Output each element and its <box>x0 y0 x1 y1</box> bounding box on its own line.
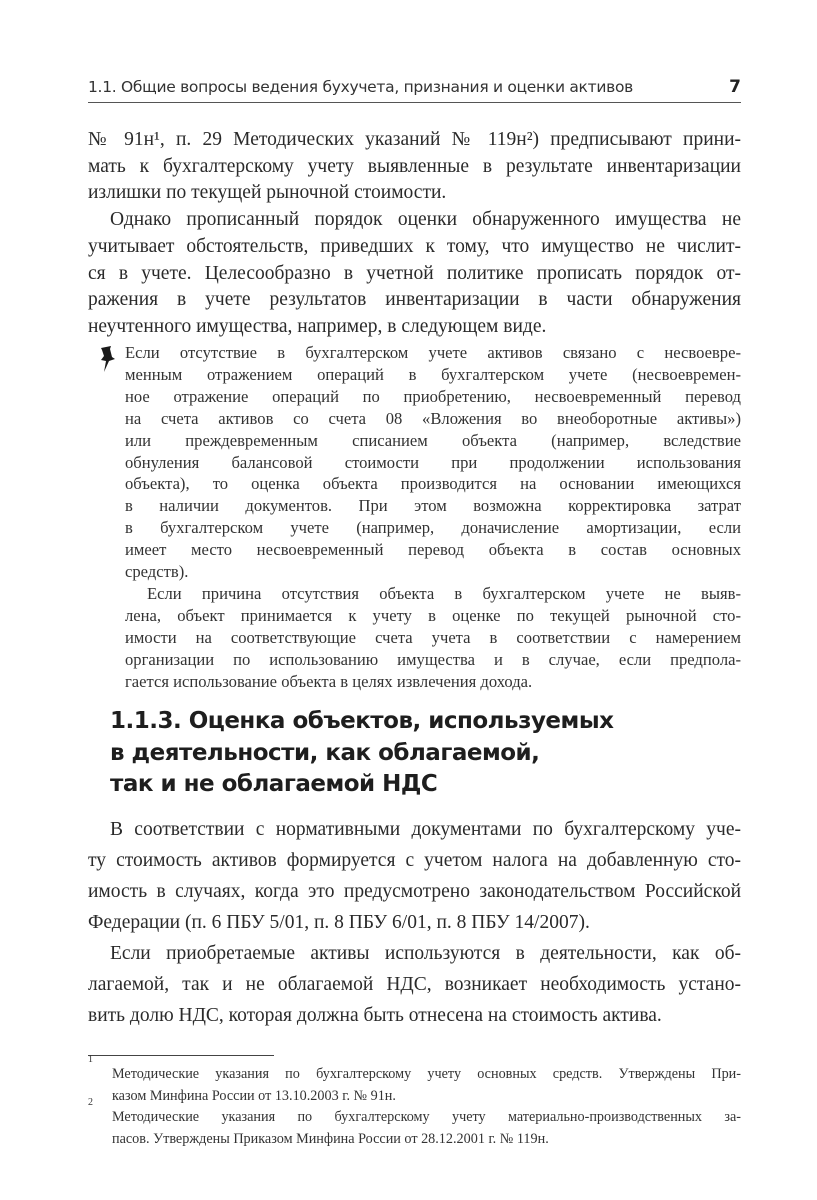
text-line: Методические указания по бухгалтерскому учету основных средств. Утверждены При- <box>112 1066 741 1082</box>
page-number: 7 <box>729 77 741 97</box>
footnote-1: 1 Методические указания по бухгалтерскому учету основных средств. Утверждены При- казом Минфина России от 13.10.2003 г. № 91н. <box>88 1064 741 1107</box>
text-line: имеет место несвоевременный перевод объекта в состав основных <box>125 540 741 560</box>
text-line: лагаемой, так и не облагаемой НДС, возникает необходимость устано- <box>88 974 741 995</box>
text-line: Федерации (п. 6 ПБУ 5/01, п. 8 ПБУ 6/01, п. 8 ПБУ 14/2007). <box>88 912 590 933</box>
text-line: ся в учете. Целесообразно в учетной политике прописать порядок от- <box>88 262 741 284</box>
text-line: казом Минфина России от 13.10.2003 г. № 91н. <box>112 1087 396 1104</box>
text-line: менным отражением операций в бухгалтерском учете (несвоевремен- <box>125 364 741 384</box>
text-line: ражения в учете результатов инвентаризации в части обнаружения <box>88 289 741 311</box>
text-line: организации по использованию имущества и в случае, если предпола- <box>125 649 741 669</box>
text-line: № 91н¹, п. 29 Методических указаний № 119н²) предписывают прини- <box>88 129 741 150</box>
text-line: Однако прописанный порядок оценки обнаруженного имущества не <box>110 209 741 231</box>
text-line: средств). <box>125 562 189 582</box>
text-line: ту стоимость активов формируется с учетом налога на добавленную сто- <box>88 850 741 871</box>
text-line: вить долю НДС, которая должна быть отнесена на стоимость актива. <box>88 1005 662 1026</box>
text-line: излишки по текущей рыночной стоимости. <box>88 182 447 204</box>
text-line: или преждевременным списанием объекта (например, вследствие <box>125 430 741 450</box>
text-line: мать к бухгалтерскому учету выявленные в результате инвентаризации <box>88 155 741 177</box>
text-line: в бухгалтерском учете (например, доначисление амортизации, если <box>125 518 741 538</box>
footnotes <box>88 1054 741 1150</box>
footnote-divider <box>88 1055 274 1056</box>
text-line: на счета активов со счета 08 «Вложения во внеоборотные активы») <box>125 408 741 428</box>
section-heading <box>110 706 613 801</box>
text-line: объекта), то оценка объекта производится на основании имеющихся <box>125 474 741 494</box>
text-line: обнуления балансовой стоимости при продолжении использования <box>125 452 741 472</box>
heading-line: так и не облагаемой НДС <box>110 771 438 797</box>
running-header <box>88 78 741 103</box>
pushpin-icon <box>95 345 119 375</box>
running-title: 1.1. Общие вопросы ведения бухучета, признания и оценки активов <box>88 78 633 96</box>
paragraph-1 <box>88 127 741 341</box>
text-line: гается использование объекта в целях извлечения дохода. <box>125 671 533 691</box>
text-line: Если приобретаемые активы используются в деятельности, как об- <box>110 943 741 964</box>
text-line: Если причина отсутствия объекта в бухгалтерском учете не выяв- <box>147 583 741 603</box>
text-line: учитывает обстоятельств, приведших к тому, что имущество не числит- <box>88 235 741 257</box>
text-line: ное отражение операций по приобретению, несвоевременный перевод <box>125 386 741 406</box>
heading-line: в деятельности, как облагаемой, <box>110 739 540 766</box>
text-line: имость в случаях, когда это предусмотрено законодательством Российской <box>88 881 741 902</box>
text-line: В соответствии с нормативными документами по бухгалтерскому уче- <box>110 819 741 840</box>
paragraph-3 <box>88 814 741 1031</box>
text-line: пасов. Утверждены Приказом Минфина России от 28.12.2001 г. № 119н. <box>112 1130 549 1147</box>
heading-line: 1.1.3. Оценка объектов, используемых <box>110 708 614 734</box>
footnote-2: 2 Методические указания по бухгалтерскому учету материально-производственных за- пасов. Утверждены Приказом Минфина России от 28.12.2001 г. № 119н. <box>88 1107 741 1150</box>
text-line: неучтенного имущества, например, в следующем виде. <box>88 315 547 337</box>
text-line: лена, объект принимается к учету в оценке по текущей рыночной сто- <box>125 605 741 625</box>
text-line: Методические указания по бухгалтерскому учету материально-производственных за- <box>112 1109 741 1125</box>
text-line: имости на соответствующие счета учета в соответствии с намерением <box>125 627 741 647</box>
text-line: в наличии документов. При этом возможна корректировка затрат <box>125 496 741 516</box>
text-line: Если отсутствие в бухгалтерском учете активов связано с несвоевре- <box>125 343 741 362</box>
policy-excerpt-box <box>125 342 741 693</box>
